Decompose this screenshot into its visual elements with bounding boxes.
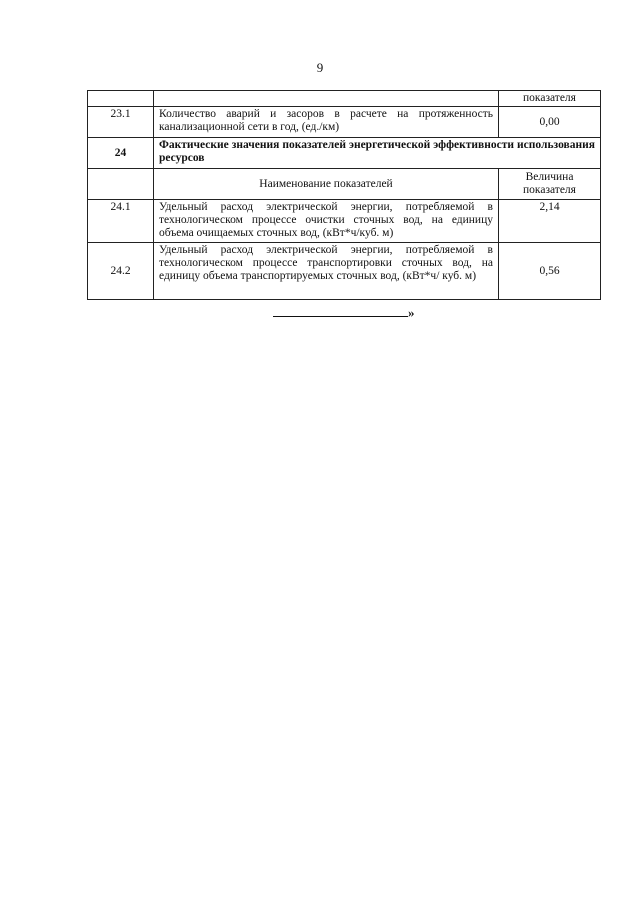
indicator-name: Удельный расход электрической энергии, потребляемой в технологическом процессе очистки сточных вод, на единицу объема очищаемых сточных вод, (кВт*ч/куб. м) <box>154 200 499 243</box>
row-number: 24.1 <box>88 200 154 243</box>
page-number: 9 <box>316 60 324 75</box>
section-title: Фактические значения показателей энергетической эффективности использования ресурсов <box>154 138 601 169</box>
header-num <box>88 169 154 200</box>
cell-num <box>88 91 154 107</box>
indicator-value: 2,14 <box>499 200 601 243</box>
closing-mark <box>273 305 415 321</box>
table-row-24-2 <box>88 243 601 300</box>
closing-quote: » <box>408 305 415 320</box>
cell-value-header: показателя <box>499 91 601 107</box>
row-number: 23.1 <box>88 107 154 138</box>
indicator-value: 0,00 <box>499 107 601 138</box>
table-row-24-1 <box>88 200 601 243</box>
indicator-name: Удельный расход электрической энергии, потребляемой в технологическом процессе транспортировки сточных вод, на единицу объема транспортируемых сточных вод, (кВт*ч/ куб. м) <box>154 243 499 300</box>
header-value: Величина показателя <box>499 169 601 200</box>
header-name: Наименование показателей <box>154 169 499 200</box>
indicators-table <box>87 90 601 300</box>
closing-underline <box>273 305 408 317</box>
indicator-value: 0,56 <box>499 243 601 300</box>
indicator-name: Количество аварий и засоров в расчете на протяженность канализационной сети в год, (ед./км) <box>154 107 499 138</box>
table-row-header <box>88 169 601 200</box>
table-row-23-1 <box>88 107 601 138</box>
section-number: 24 <box>88 138 154 169</box>
table-row-section-24 <box>88 138 601 169</box>
cell-name <box>154 91 499 107</box>
row-number: 24.2 <box>88 243 154 300</box>
table-row-continuation <box>88 91 601 107</box>
